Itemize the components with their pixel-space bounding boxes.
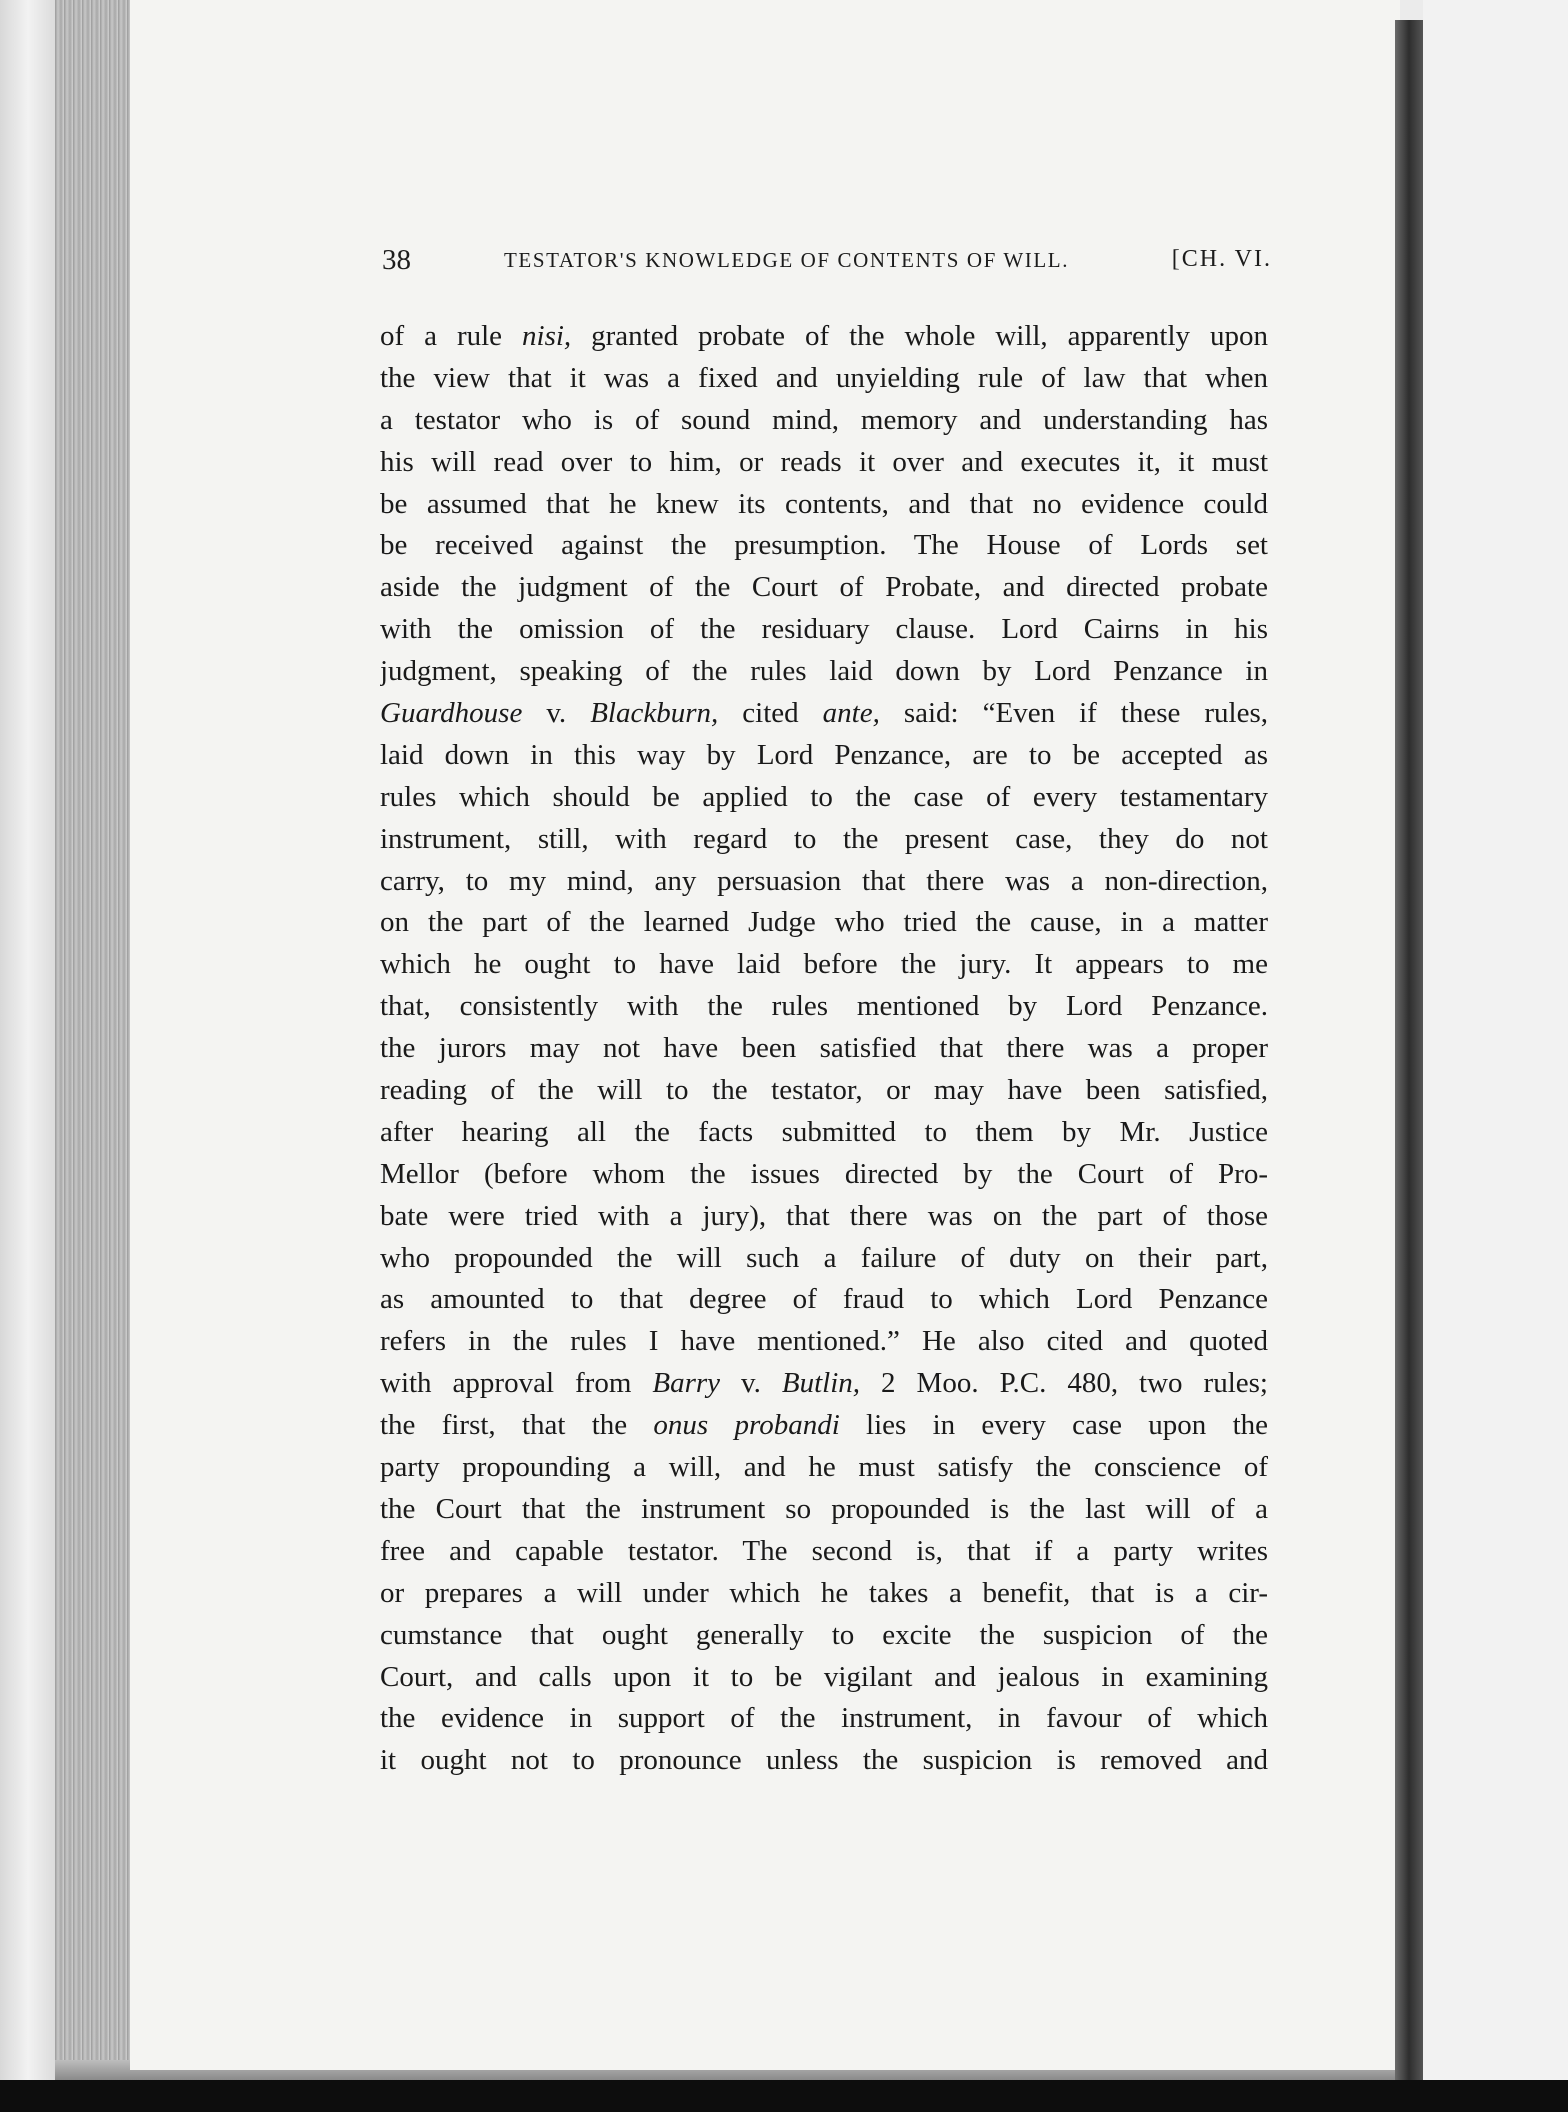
text-line [380,1489,1268,1531]
text-span: lies in every case upon the [839,1409,1268,1442]
text-line [380,1238,1268,1280]
page-number: 38 [382,244,411,276]
text-span: judgment, speaking of the rules laid down by Lord Penzance in [380,655,1268,688]
text-line [380,1154,1268,1196]
text-span: the view that it was a fixed and unyielding rule of law that when [380,361,1268,394]
text-line [380,1740,1268,1782]
text-span: on the part of the learned Judge who tried the cause, in a matter [380,906,1268,939]
text-span: 2 Moo. P.C. 480, two rules; [860,1367,1268,1400]
text-span: which he ought to have laid before the jury. It appears to me [380,948,1268,981]
book-spine [1395,20,1423,2080]
text-span: who propounded the will such a failure of duty on their part, [380,1241,1268,1274]
text-span: the Court that the instrument so propounded is the last will of a [380,1492,1268,1525]
text-span: the jurors may not have been satisfied that there was a proper [380,1032,1268,1065]
text-line [380,400,1268,442]
text-line [380,986,1268,1028]
text-line [380,1615,1268,1657]
text-line [380,651,1268,693]
text-span: with approval from [380,1367,653,1400]
text-line [380,1698,1268,1740]
text-line [380,902,1268,944]
text-line [380,1028,1268,1070]
body-text [380,316,1268,1782]
text-span: his will read over to him, or reads it over and executes it, it must [380,445,1268,478]
text-line [380,525,1268,567]
text-span: Court, and calls upon it to be vigilant and jealous in examining [380,1660,1268,1693]
text-span: instrument, still, with regard to the present case, they do not [380,822,1268,855]
text-span: free and capable testator. The second is, that if a party writes [380,1534,1268,1567]
italic-text: Blackburn, [590,697,719,730]
italic-text: Butlin, [781,1367,861,1400]
italic-text: onus probandi [653,1409,840,1442]
text-span: the evidence in support of the instrument, in favour of which [380,1702,1268,1735]
text-line [380,1447,1268,1489]
text-line [380,609,1268,651]
text-line [380,358,1268,400]
text-span: laid down in this way by Lord Penzance, are to be accepted as [380,738,1268,771]
text-line [380,693,1268,735]
text-span: said: “Even if these rules, [879,697,1268,730]
text-span: it ought not to pronounce unless the suspicion is removed and [380,1744,1268,1777]
text-line [380,1112,1268,1154]
running-title: TESTATOR'S KNOWLEDGE OF CONTENTS OF WILL. [504,248,1070,272]
text-line [380,1279,1268,1321]
text-line [380,1321,1268,1363]
scan-bottom-band [0,2080,1568,2112]
text-span: aside the judgment of the Court of Probate, and directed probate [380,571,1268,604]
text-span: carry, to my mind, any persuasion that there was a non-direction, [380,864,1268,897]
chapter-label: [CH. VI. [1171,246,1272,272]
text-span: or prepares a will under which he takes a benefit, that is a cir- [380,1576,1268,1609]
text-line [380,567,1268,609]
text-span: that, consistently with the rules mentioned by Lord Penzance. [380,990,1268,1023]
text-line [380,1531,1268,1573]
scan-right-margin [1423,0,1568,2112]
text-line [380,484,1268,526]
text-line [380,861,1268,903]
text-span: party propounding a will, and he must satisfy the conscience of [380,1451,1268,1484]
text-span: v. [522,697,591,730]
text-span: the first, that the [380,1409,654,1442]
italic-text: nisi, [522,320,572,352]
text-span: cumstance that ought generally to excite the suspicion of the [380,1618,1268,1651]
text-span: a testator who is of sound mind, memory and understanding has [380,403,1268,436]
text-line [380,777,1268,819]
text-span: granted probate of the whole will, apparently upon [571,320,1268,352]
text-span: after hearing all the facts submitted to them by Mr. Justice [380,1115,1268,1148]
text-line [380,1196,1268,1238]
text-span: as amounted to that degree of fraud to which Lord Penzance [380,1283,1268,1316]
italic-text: ante, [822,697,880,730]
text-line [380,944,1268,986]
text-span: reading of the will to the testator, or may have been satisfied, [380,1074,1268,1107]
page-header [382,244,1272,284]
italic-text: Barry [652,1367,721,1400]
text-line [380,1070,1268,1112]
page-stack-edge [55,0,135,2080]
text-span: of a rule [380,320,523,352]
text-line [380,735,1268,777]
text-line [380,316,1268,358]
text-line [380,1657,1268,1699]
text-span: be assumed that he knew its contents, and that no evidence could [380,487,1268,520]
italic-text: Guardhouse [380,697,523,730]
text-span: bate were tried with a jury), that there was on the part of those [380,1199,1268,1232]
text-line [380,1405,1268,1447]
text-span: with the omission of the residuary clause. Lord Cairns in his [380,613,1268,646]
text-line [380,1573,1268,1615]
text-span: cited [718,697,823,730]
text-span: rules which should be applied to the case of every testamentary [380,780,1268,813]
text-span: refers in the rules I have mentioned.” He also cited and quoted [380,1325,1268,1358]
text-line [380,1363,1268,1405]
text-span: Mellor (before whom the issues directed by the Court of Pro- [380,1157,1268,1190]
text-span: v. [720,1367,782,1400]
text-line [380,819,1268,861]
text-span: be received against the presumption. The House of Lords set [380,529,1268,562]
text-line [380,442,1268,484]
